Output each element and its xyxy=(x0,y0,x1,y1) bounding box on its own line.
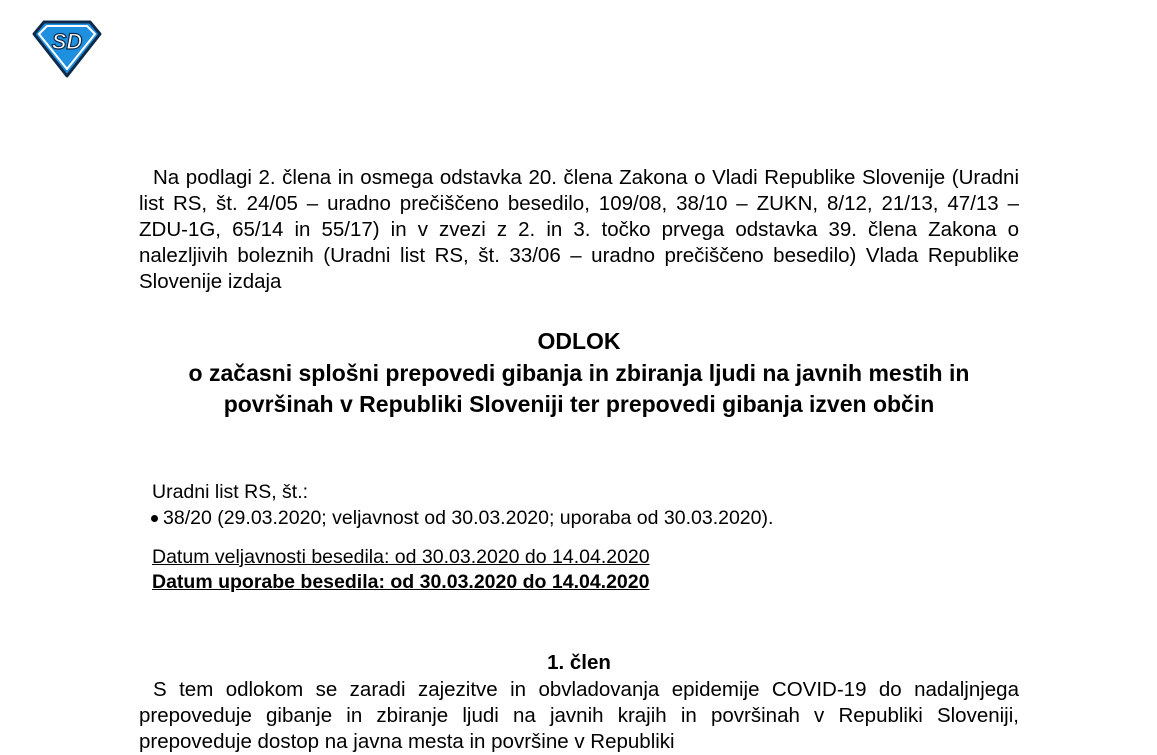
article-body: S tem odlokom se zaradi zajezitve in obvladovanja epidemije COVID-19 do nadaljnjega prepoveduje gibanje in zbiranje ljudi na javnih krajih in površinah v Republiki Sloveniji, prepoveduje dostop na javna mesta in površine v Republiki xyxy=(139,678,1019,753)
validity-date-text: Datum veljavnosti besedila: od 30.03.2020 do 14.04.2020 xyxy=(152,546,650,568)
document-title xyxy=(139,326,1019,421)
title-heading: ODLOK xyxy=(537,328,621,354)
gazette-label: Uradni list RS, št.: xyxy=(152,481,309,503)
logo-text: SD xyxy=(51,29,83,54)
validity-dates xyxy=(152,545,650,595)
application-date-text: Datum uporabe besedila: od 30.03.2020 do 14.04.2020 xyxy=(152,571,650,593)
title-subtitle: o začasni splošni prepovedi gibanja in zbiranja ljudi na javnih mestih in površinah v Republiki Sloveniji ter prepovedi gibanja izven občin xyxy=(188,359,970,417)
bullet-icon xyxy=(151,515,158,522)
sd-logo xyxy=(30,16,104,80)
gazette-reference xyxy=(152,479,1012,531)
list-item xyxy=(151,505,1012,531)
gazette-item-text: 38/20 (29.03.2020; veljavnost od 30.03.2020; uporaba od 30.03.2020). xyxy=(163,507,774,529)
article-heading: 1. člen xyxy=(547,651,611,674)
preamble-paragraph: Na podlagi 2. člena in osmega odstavka 20. člena Zakona o Vladi Republike Slovenije (Uradni list RS, št. 24/05 – uradno prečiščeno besedilo, 109/08, 38/10 – ZUKN, 8/12, 21/13, 47/13 – ZDU-1G, 65/14 in 55/17) in v zvezi z 2. in 3. točko prvega odstavka 39. člena Zakona o nalezljivih boleznih (Uradni list RS, št. 33/06 – uradno prečiščeno besedilo) Vlada Republike Slovenije izdaja xyxy=(139,166,1019,293)
